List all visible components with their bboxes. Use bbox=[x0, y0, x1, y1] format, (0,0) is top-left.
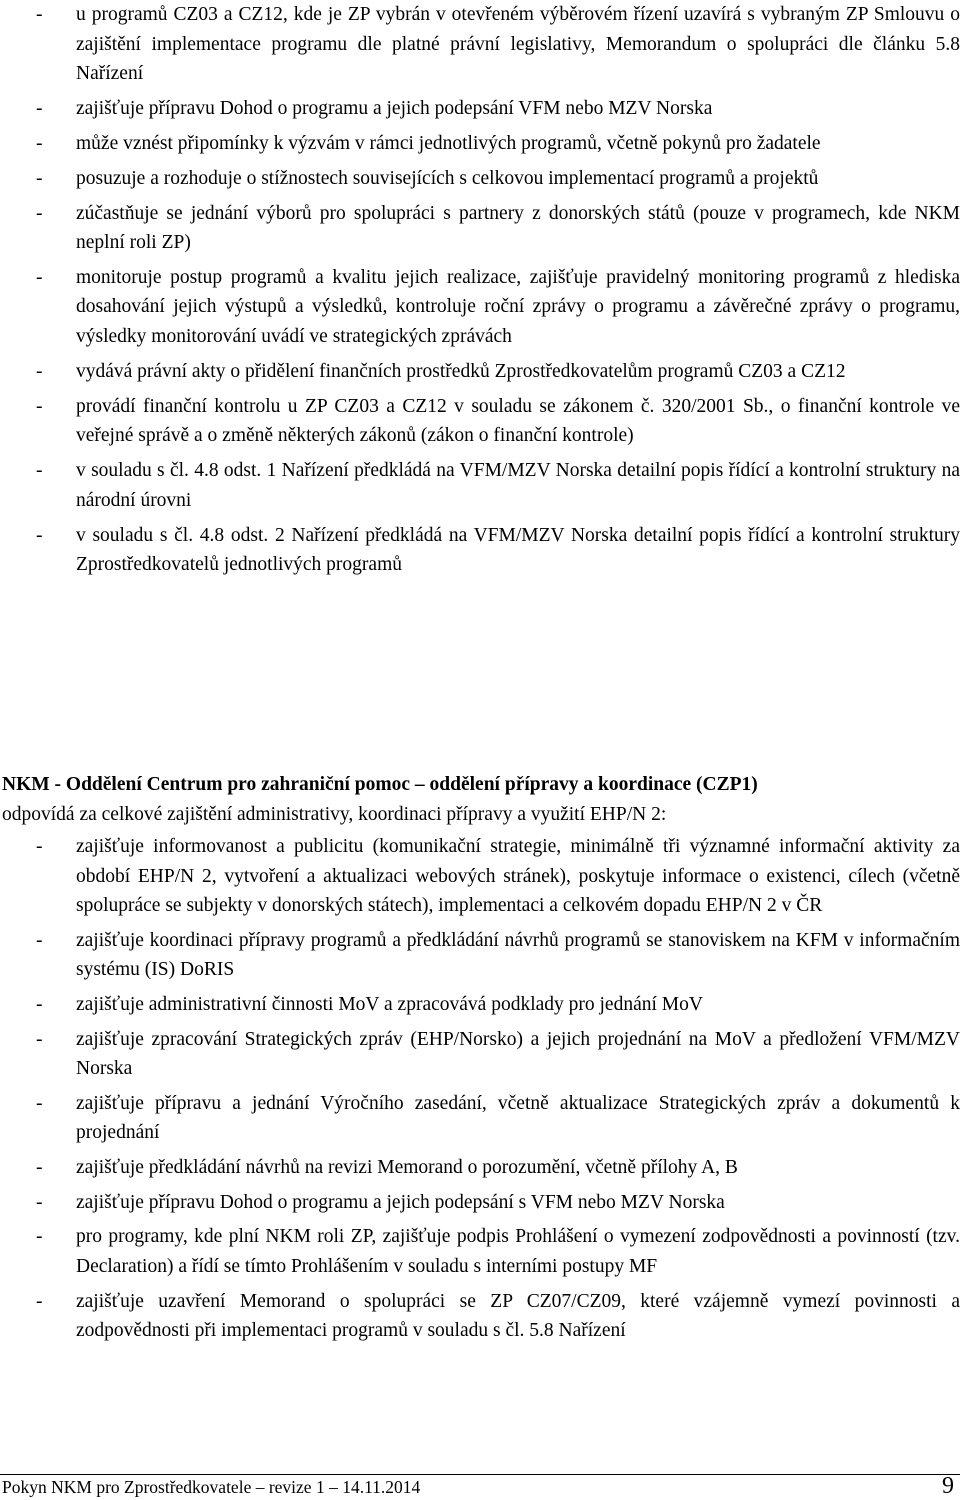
bullet-dash: - bbox=[36, 167, 43, 189]
list-item bbox=[0, 990, 960, 1020]
bullet-dash: - bbox=[36, 524, 43, 546]
section-heading: NKM - Oddělení Centrum pro zahraniční pomoc – oddělení přípravy a koordinace (CZP1) bbox=[2, 774, 758, 795]
list-item-text: vydává právní akty o přidělení finančních prostředků Zprostředkovatelům programů CZ03 a CZ12 bbox=[76, 360, 846, 382]
bullet-dash: - bbox=[36, 266, 43, 288]
responsibilities-list-bottom bbox=[0, 832, 960, 1351]
list-item-text: posuzuje a rozhoduje o stížnostech souvisejících s celkovou implementací programů a projektů bbox=[76, 167, 819, 189]
list-item bbox=[0, 164, 960, 194]
page-footer bbox=[0, 1474, 960, 1500]
bullet-dash: - bbox=[36, 1092, 43, 1114]
list-item-text: provádí finanční kontrolu u ZP CZ03 a CZ12 v souladu se zákonem č. 320/2001 Sb., o finanční kontrole ve veřejné správě a o změně některých zákonů (zákon o finanční kontrole) bbox=[76, 395, 960, 447]
list-item bbox=[0, 456, 960, 515]
bullet-dash: - bbox=[36, 460, 43, 482]
list-item bbox=[0, 392, 960, 451]
section-intro: odpovídá za celkové zajištění administrativy, koordinaci přípravy a využití EHP/N 2: bbox=[2, 803, 667, 825]
bullet-dash: - bbox=[36, 360, 43, 382]
list-item-text: zajišťuje předkládání návrhů na revizi Memorand o porozumění, včetně přílohy A, B bbox=[76, 1156, 738, 1178]
list-item-text: zajišťuje uzavření Memorand o spolupráci se ZP CZ07/CZ09, které vzájemně vymezí povinnosti a zodpovědnosti při implementaci programů v souladu s čl. 5.8 Nařízení bbox=[76, 1290, 960, 1341]
list-item bbox=[0, 832, 960, 921]
list-item bbox=[0, 1188, 960, 1218]
list-item-text: zajišťuje koordinaci přípravy programů a předkládání návrhů programů se stanoviskem na KFM v informačním systému (IS) DoRIS bbox=[76, 929, 960, 981]
list-item bbox=[0, 129, 960, 159]
list-item-text: zúčastňuje se jednání výborů pro spolupráci s partnery z donorských států (pouze v programech, kde NKM neplní roli ZP) bbox=[76, 202, 960, 254]
list-item-text: pro programy, kde plní NKM roli ZP, zajišťuje podpis Prohlášení o vymezení zodpovědnosti a povinností (tzv. Declaration) a řídí se tímto Prohlášením v souladu s interními postupy MF bbox=[76, 1226, 960, 1277]
list-item bbox=[0, 94, 960, 124]
bullet-dash: - bbox=[36, 1191, 43, 1213]
bullet-dash: - bbox=[36, 132, 43, 154]
bullet-dash: - bbox=[36, 993, 43, 1015]
list-item bbox=[0, 926, 960, 985]
list-item bbox=[0, 263, 960, 352]
bullet-dash: - bbox=[36, 929, 43, 951]
list-item-text: může vznést připomínky k výzvám v rámci jednotlivých programů, včetně pokynů pro žadatele bbox=[76, 132, 821, 154]
list-item-text: zajišťuje informovanost a publicitu (komunikační strategie, minimálně tři významné informační aktivity za období EHP/N 2, vytvoření a aktualizaci webových stránek), poskytuje informace o existenci, cílech (včetně spolupráce se subjekty v donorských státech), implementaci a celkovém dopadu EHP/N 2 v ČR bbox=[76, 836, 960, 916]
bullet-dash: - bbox=[36, 395, 43, 417]
list-item bbox=[0, 1287, 960, 1346]
list-item-text: zajišťuje přípravu Dohod o programu a jejich podepsání s VFM nebo MZV Norska bbox=[76, 1191, 725, 1213]
list-item-text: zajišťuje přípravu a jednání Výročního zasedání, včetně aktualizace Strategických zpráv a dokumentů k projednání bbox=[76, 1092, 960, 1144]
bullet-dash: - bbox=[36, 1156, 43, 1178]
bullet-dash: - bbox=[36, 836, 43, 857]
list-item-text: zajišťuje zpracování Strategických zpráv (EHP/Norsko) a jejich projednání na MoV a předložení VFM/MZV Norska bbox=[76, 1028, 960, 1080]
list-item bbox=[0, 1153, 960, 1183]
list-item-text: zajišťuje přípravu Dohod o programu a jejich podepsání VFM nebo MZV Norska bbox=[76, 97, 713, 119]
list-item-text: v souladu s čl. 4.8 odst. 2 Nařízení předkládá na VFM/MZV Norska detailní popis řídící a kontrolní struktury Zprostředkovatelů jednotlivých programů bbox=[76, 524, 960, 576]
bullet-dash: - bbox=[36, 1290, 43, 1312]
bullet-dash: - bbox=[36, 1028, 43, 1050]
bullet-dash: - bbox=[36, 202, 43, 224]
list-item bbox=[0, 1222, 960, 1281]
list-item bbox=[0, 1089, 960, 1148]
list-item bbox=[0, 1025, 960, 1084]
list-item bbox=[0, 357, 960, 387]
list-item-text: monitoruje postup programů a kvalitu jejich realizace, zajišťuje pravidelný monitoring programů z hlediska dosahování jejich výstupů a výsledků, kontroluje roční zprávy o programu a závěrečné zprávy o programu, výsledky monitorování uvádí ve strategických zprávách bbox=[76, 266, 960, 347]
list-item-text: zajišťuje administrativní činnosti MoV a zpracovává podklady pro jednání MoV bbox=[76, 993, 703, 1015]
list-item bbox=[0, 0, 960, 89]
footer-text: Pokyn NKM pro Zprostředkovatele – revize 1 – 14.11.2014 bbox=[2, 1477, 421, 1497]
department-section bbox=[2, 770, 958, 829]
list-item bbox=[0, 521, 960, 580]
list-item bbox=[0, 199, 960, 258]
responsibilities-list-top bbox=[0, 0, 960, 585]
page-number: 9 bbox=[942, 1473, 954, 1499]
bullet-dash: - bbox=[36, 97, 43, 119]
bullet-dash: - bbox=[36, 4, 43, 25]
list-item-text: u programů CZ03 a CZ12, kde je ZP vybrán v otevřeném výběrovém řízení uzavírá s vybraným ZP Smlouvu o zajištění implementace programu dle platné právní legislativy, Memorandum o spolupráci dle článku 5.8 Nařízení bbox=[76, 4, 960, 84]
bullet-dash: - bbox=[36, 1226, 43, 1248]
list-item-text: v souladu s čl. 4.8 odst. 1 Nařízení předkládá na VFM/MZV Norska detailní popis řídící a kontrolní struktury na národní úrovni bbox=[76, 460, 960, 511]
